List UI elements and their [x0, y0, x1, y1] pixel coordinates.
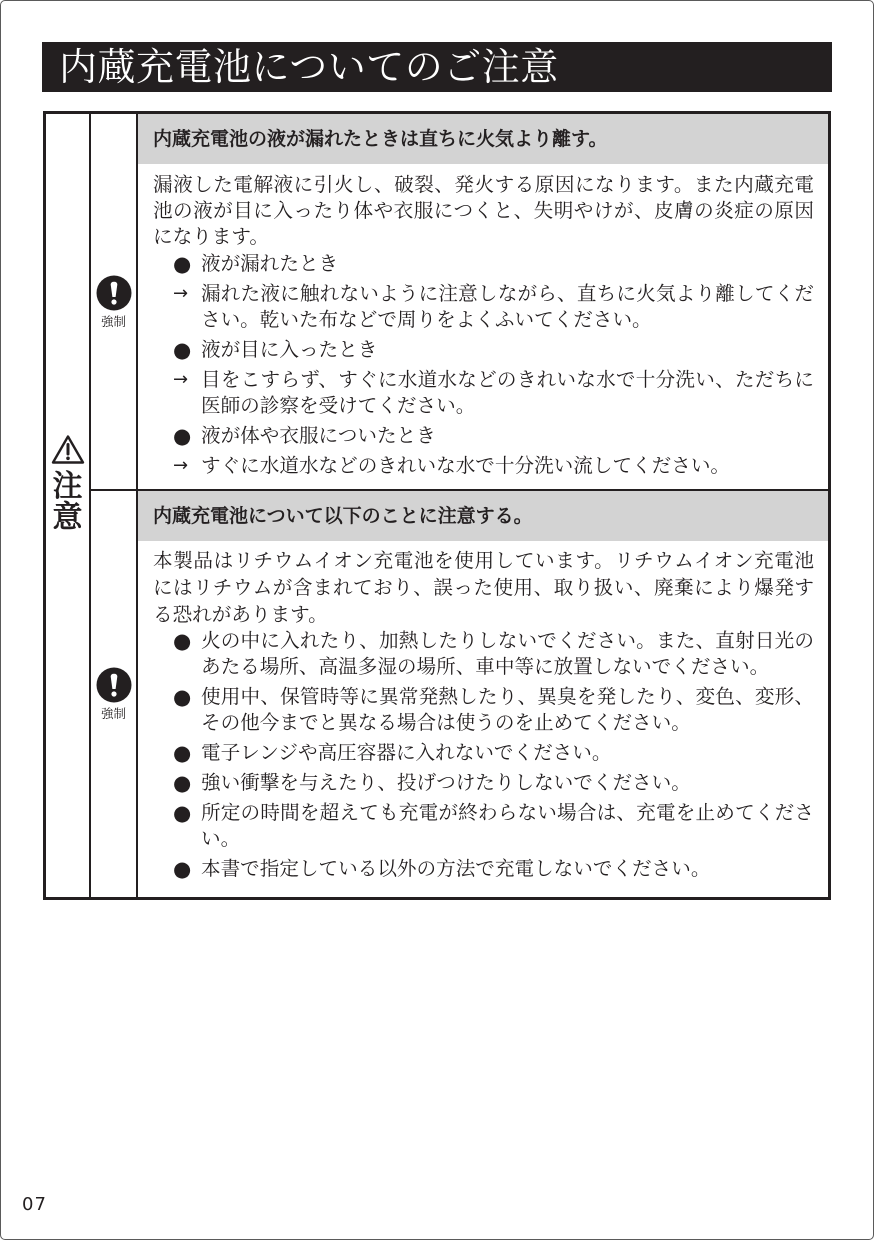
list-item [173, 423, 814, 449]
caution-section-handling [91, 491, 828, 897]
page-title: 内蔵充電池についてのご注意 [59, 45, 559, 89]
arrow-marker: → [173, 455, 189, 476]
mandatory-label: 強制 [100, 313, 126, 329]
bullet-marker: ● [173, 252, 192, 276]
warning-triangle-icon [51, 434, 85, 465]
list-item-text: 漏れた液に触れないように注意しながら、直ちに火気より離してください。乾いた布などで周りをよくふいてください。 [201, 282, 814, 331]
caution-mark [46, 434, 89, 533]
page-number: 07 [22, 1194, 47, 1215]
list-item-text: 火の中に入れたり、加熱したりしないでください。また、直射日光のあたる場所、高温多湿の場所、車中等に放置しないでください。 [201, 629, 814, 678]
list-item [173, 770, 814, 796]
bullet-marker: ● [173, 801, 192, 825]
caution-table [43, 111, 831, 900]
list-item-text: すぐに水道水などのきれいな水で十分洗い流してください。 [201, 454, 731, 477]
list-item [173, 628, 814, 680]
section-body [138, 541, 828, 890]
section-content [138, 491, 828, 897]
mandatory-action-icon [96, 667, 132, 703]
caution-label: 注意 [52, 469, 83, 535]
bullet-marker: ● [173, 741, 192, 765]
section-icon-cell [91, 491, 138, 897]
page-title-bar [42, 42, 832, 92]
list-item [173, 281, 814, 333]
list-item [173, 856, 814, 882]
section-body [138, 164, 828, 487]
list-item [173, 740, 814, 766]
section-heading: 内蔵充電池の液が漏れたときは直ちに火気より離す。 [138, 114, 828, 164]
list-item [173, 684, 814, 736]
arrow-marker: → [173, 369, 189, 390]
list-item [173, 337, 814, 363]
list-item-text: 液が漏れたとき [201, 252, 339, 275]
caution-label-column [46, 114, 91, 897]
section-content [138, 114, 828, 489]
mandatory-label: 強制 [100, 706, 126, 721]
list-item-text: 目をこすらず、すぐに水道水などのきれいな水で十分洗い、ただちに医師の診察を受けてください。 [201, 368, 814, 417]
list-item-text: 強い衝撃を与えたり、投げつけたりしないでください。 [201, 771, 691, 794]
caution-section-leak [91, 114, 828, 491]
bullet-marker: ● [173, 771, 192, 795]
arrow-marker: → [173, 283, 189, 304]
instruction-list [173, 628, 814, 882]
section-heading: 内蔵充電池について以下のことに注意する。 [138, 491, 828, 541]
list-item-text: 液が目に入ったとき [201, 338, 378, 361]
bullet-marker: ● [173, 629, 192, 653]
list-item [173, 367, 814, 419]
instruction-list [173, 251, 814, 479]
section-intro: 本製品はリチウムイオン充電池を使用しています。リチウムイオン充電池にはリチウムが含まれており、誤った使用、取り扱い、廃棄により爆発する恐れがあります。 [153, 549, 814, 626]
list-item-text: 本書で指定している以外の方法で充電しないでください。 [201, 857, 711, 880]
bullet-marker: ● [173, 338, 192, 362]
list-item [173, 251, 814, 277]
list-item-text: 電子レンジや高圧容器に入れないでください。 [201, 741, 612, 764]
caution-sections [91, 114, 828, 897]
list-item-text: 液が体や衣服についたとき [201, 424, 436, 447]
list-item-text: 所定の時間を超えても充電が終わらない場合は、充電を止めてください。 [201, 801, 814, 850]
list-item [173, 453, 814, 479]
mandatory-action-icon [96, 275, 132, 311]
bullet-marker: ● [173, 857, 192, 881]
bullet-marker: ● [173, 685, 192, 709]
section-intro: 漏液した電解液に引火し、破裂、発火する原因になります。また内蔵充電池の液が目に入ったり体や衣服につくと、失明やけが、皮膚の炎症の原因になります。 [153, 173, 814, 248]
list-item [173, 800, 814, 852]
bullet-marker: ● [173, 424, 192, 448]
section-icon-cell [91, 114, 138, 489]
list-item-text: 使用中、保管時等に異常発熱したり、異臭を発したり、変色、変形、その他今までと異なる場合は使うのを止めてください。 [201, 685, 814, 734]
